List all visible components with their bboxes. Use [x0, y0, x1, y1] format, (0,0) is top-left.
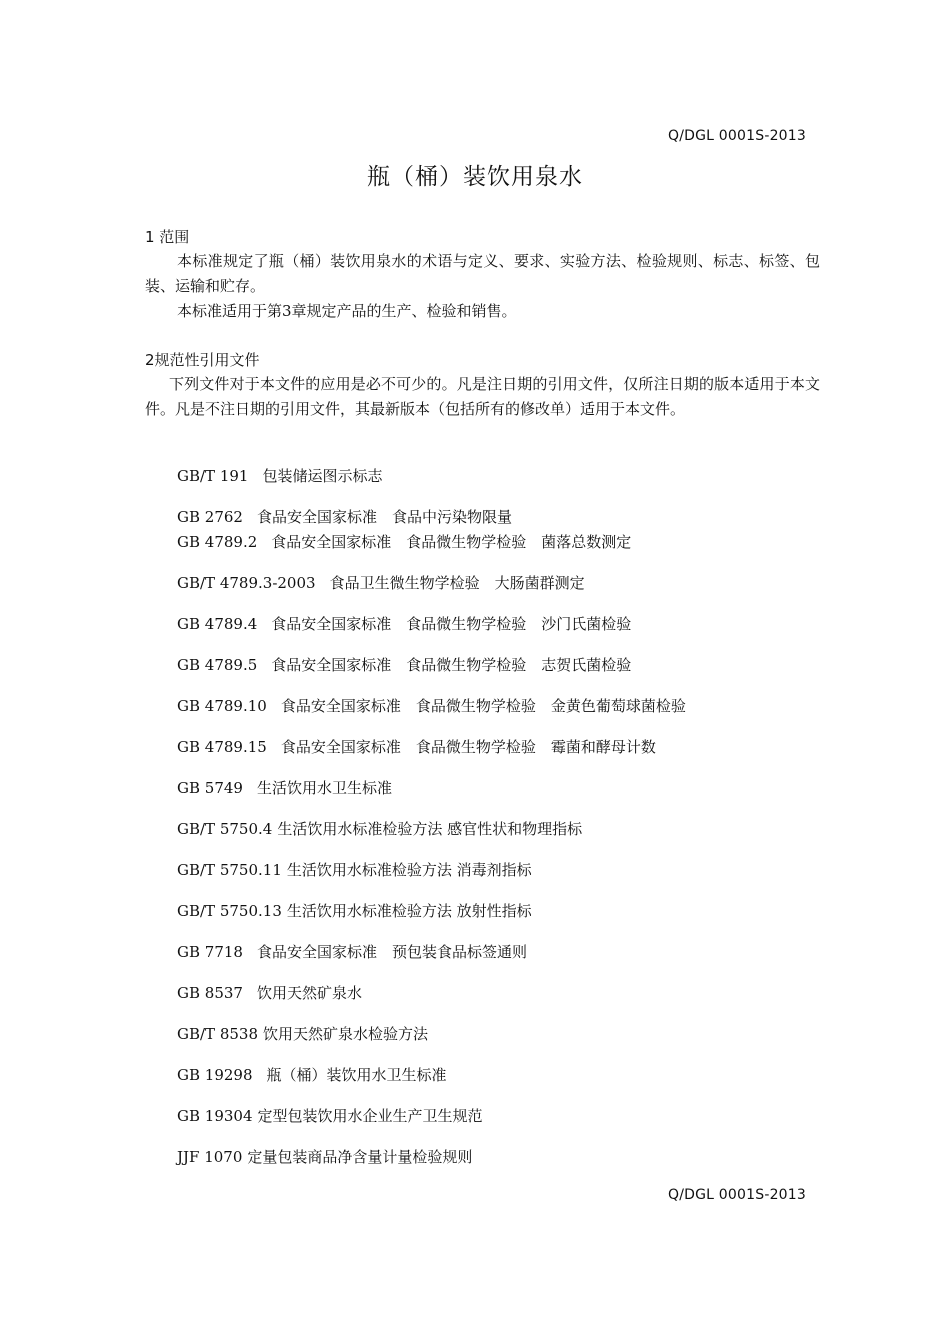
reference-code: GB 4789.10 [177, 697, 267, 715]
section-1-heading: 1 范围 [145, 228, 190, 246]
reference-item [177, 981, 362, 1006]
reference-code: GB/T 5750.4 [177, 820, 273, 838]
reference-code: GB/T 5750.13 [177, 902, 282, 920]
reference-title: 定量包装商品净含量计量检验规则 [247, 1148, 473, 1166]
reference-title: 生活饮用水标准检验方法 消毒剂指标 [286, 861, 532, 879]
document-title: 瓶（桶）装饮用泉水 [367, 164, 583, 190]
reference-title: 食品安全国家标准 食品微生物学检验 菌落总数测定 [271, 533, 632, 551]
reference-code: GB 4789.15 [177, 738, 267, 756]
reference-title: 食品安全国家标准 预包装食品标签通则 [256, 943, 527, 961]
reference-code: GB 19298 [177, 1066, 253, 1084]
reference-item [177, 899, 532, 924]
section-2-heading: 2规范性引用文件 [145, 351, 260, 369]
reference-title: 食品安全国家标准 食品微生物学检验 志贺氏菌检验 [271, 656, 632, 674]
reference-code: GB 4789.5 [177, 656, 258, 674]
reference-item [177, 776, 392, 801]
reference-title: 瓶（桶）装饮用水卫生标准 [266, 1066, 447, 1084]
reference-title: 饮用天然矿泉水 [256, 984, 362, 1002]
reference-code: GB 19304 [177, 1107, 253, 1125]
reference-title: 生活饮用水卫生标准 [256, 779, 392, 797]
section-1-paragraph-1: 本标准规定了瓶（桶）装饮用泉水的术语与定义、要求、实验方法、检验规则、标志、标签、包装、运输和贮存。 [145, 252, 820, 295]
reference-item [177, 653, 631, 678]
reference-title: 食品安全国家标准 食品微生物学检验 金黄色葡萄球菌检验 [280, 697, 686, 715]
section-2-paragraph: 下列文件对于本文件的应用是必不可少的。凡是注日期的引用文件，仅所注日期的版本适用于本文件。凡是不注日期的引用文件，其最新版本（包括所有的修改单）适用于本文件。 [145, 375, 820, 418]
reference-item [177, 1104, 483, 1129]
reference-code: GB/T 4789.3-2003 [177, 574, 316, 592]
reference-code: JJF 1070 [177, 1148, 243, 1166]
document-code-footer: Q/DGL 0001S-2013 [667, 1187, 806, 1203]
reference-item [177, 530, 631, 555]
reference-item [177, 1022, 428, 1047]
reference-title: 食品安全国家标准 食品微生物学检验 沙门氏菌检验 [271, 615, 632, 633]
reference-code: GB 7718 [177, 943, 243, 961]
reference-code: GB/T 8538 [177, 1025, 259, 1043]
reference-code: GB/T 191 [177, 467, 249, 485]
reference-code: GB 5749 [177, 779, 243, 797]
reference-item [177, 858, 532, 883]
reference-item [177, 940, 527, 965]
document-code-header: Q/DGL 0001S-2013 [667, 128, 806, 144]
reference-code: GB/T 5750.11 [177, 861, 282, 879]
section-1-paragraph-2: 本标准适用于第3章规定产品的生产、检验和销售。 [177, 302, 517, 320]
reference-item [177, 735, 656, 760]
reference-title: 定型包装饮用水企业生产卫生规范 [257, 1107, 483, 1125]
reference-code: GB 8537 [177, 984, 243, 1002]
reference-title: 生活饮用水标准检验方法 感官性状和物理指标 [277, 820, 583, 838]
reference-title: 包装储运图示标志 [262, 467, 383, 485]
reference-item [177, 694, 686, 719]
reference-code: GB 2762 [177, 508, 243, 526]
reference-item [177, 464, 382, 489]
reference-code: GB 4789.4 [177, 615, 258, 633]
reference-item [177, 571, 585, 596]
reference-item [177, 1063, 447, 1088]
reference-item [177, 505, 512, 530]
reference-title: 饮用天然矿泉水检验方法 [263, 1025, 429, 1043]
reference-item [177, 1145, 472, 1170]
reference-title: 生活饮用水标准检验方法 放射性指标 [286, 902, 532, 920]
reference-item [177, 817, 582, 842]
reference-item [177, 612, 631, 637]
reference-code: GB 4789.2 [177, 533, 258, 551]
reference-title: 食品安全国家标准 食品微生物学检验 霉菌和酵母计数 [280, 738, 656, 756]
reference-title: 食品安全国家标准 食品中污染物限量 [256, 508, 512, 526]
reference-title: 食品卫生微生物学检验 大肠菌群测定 [329, 574, 585, 592]
